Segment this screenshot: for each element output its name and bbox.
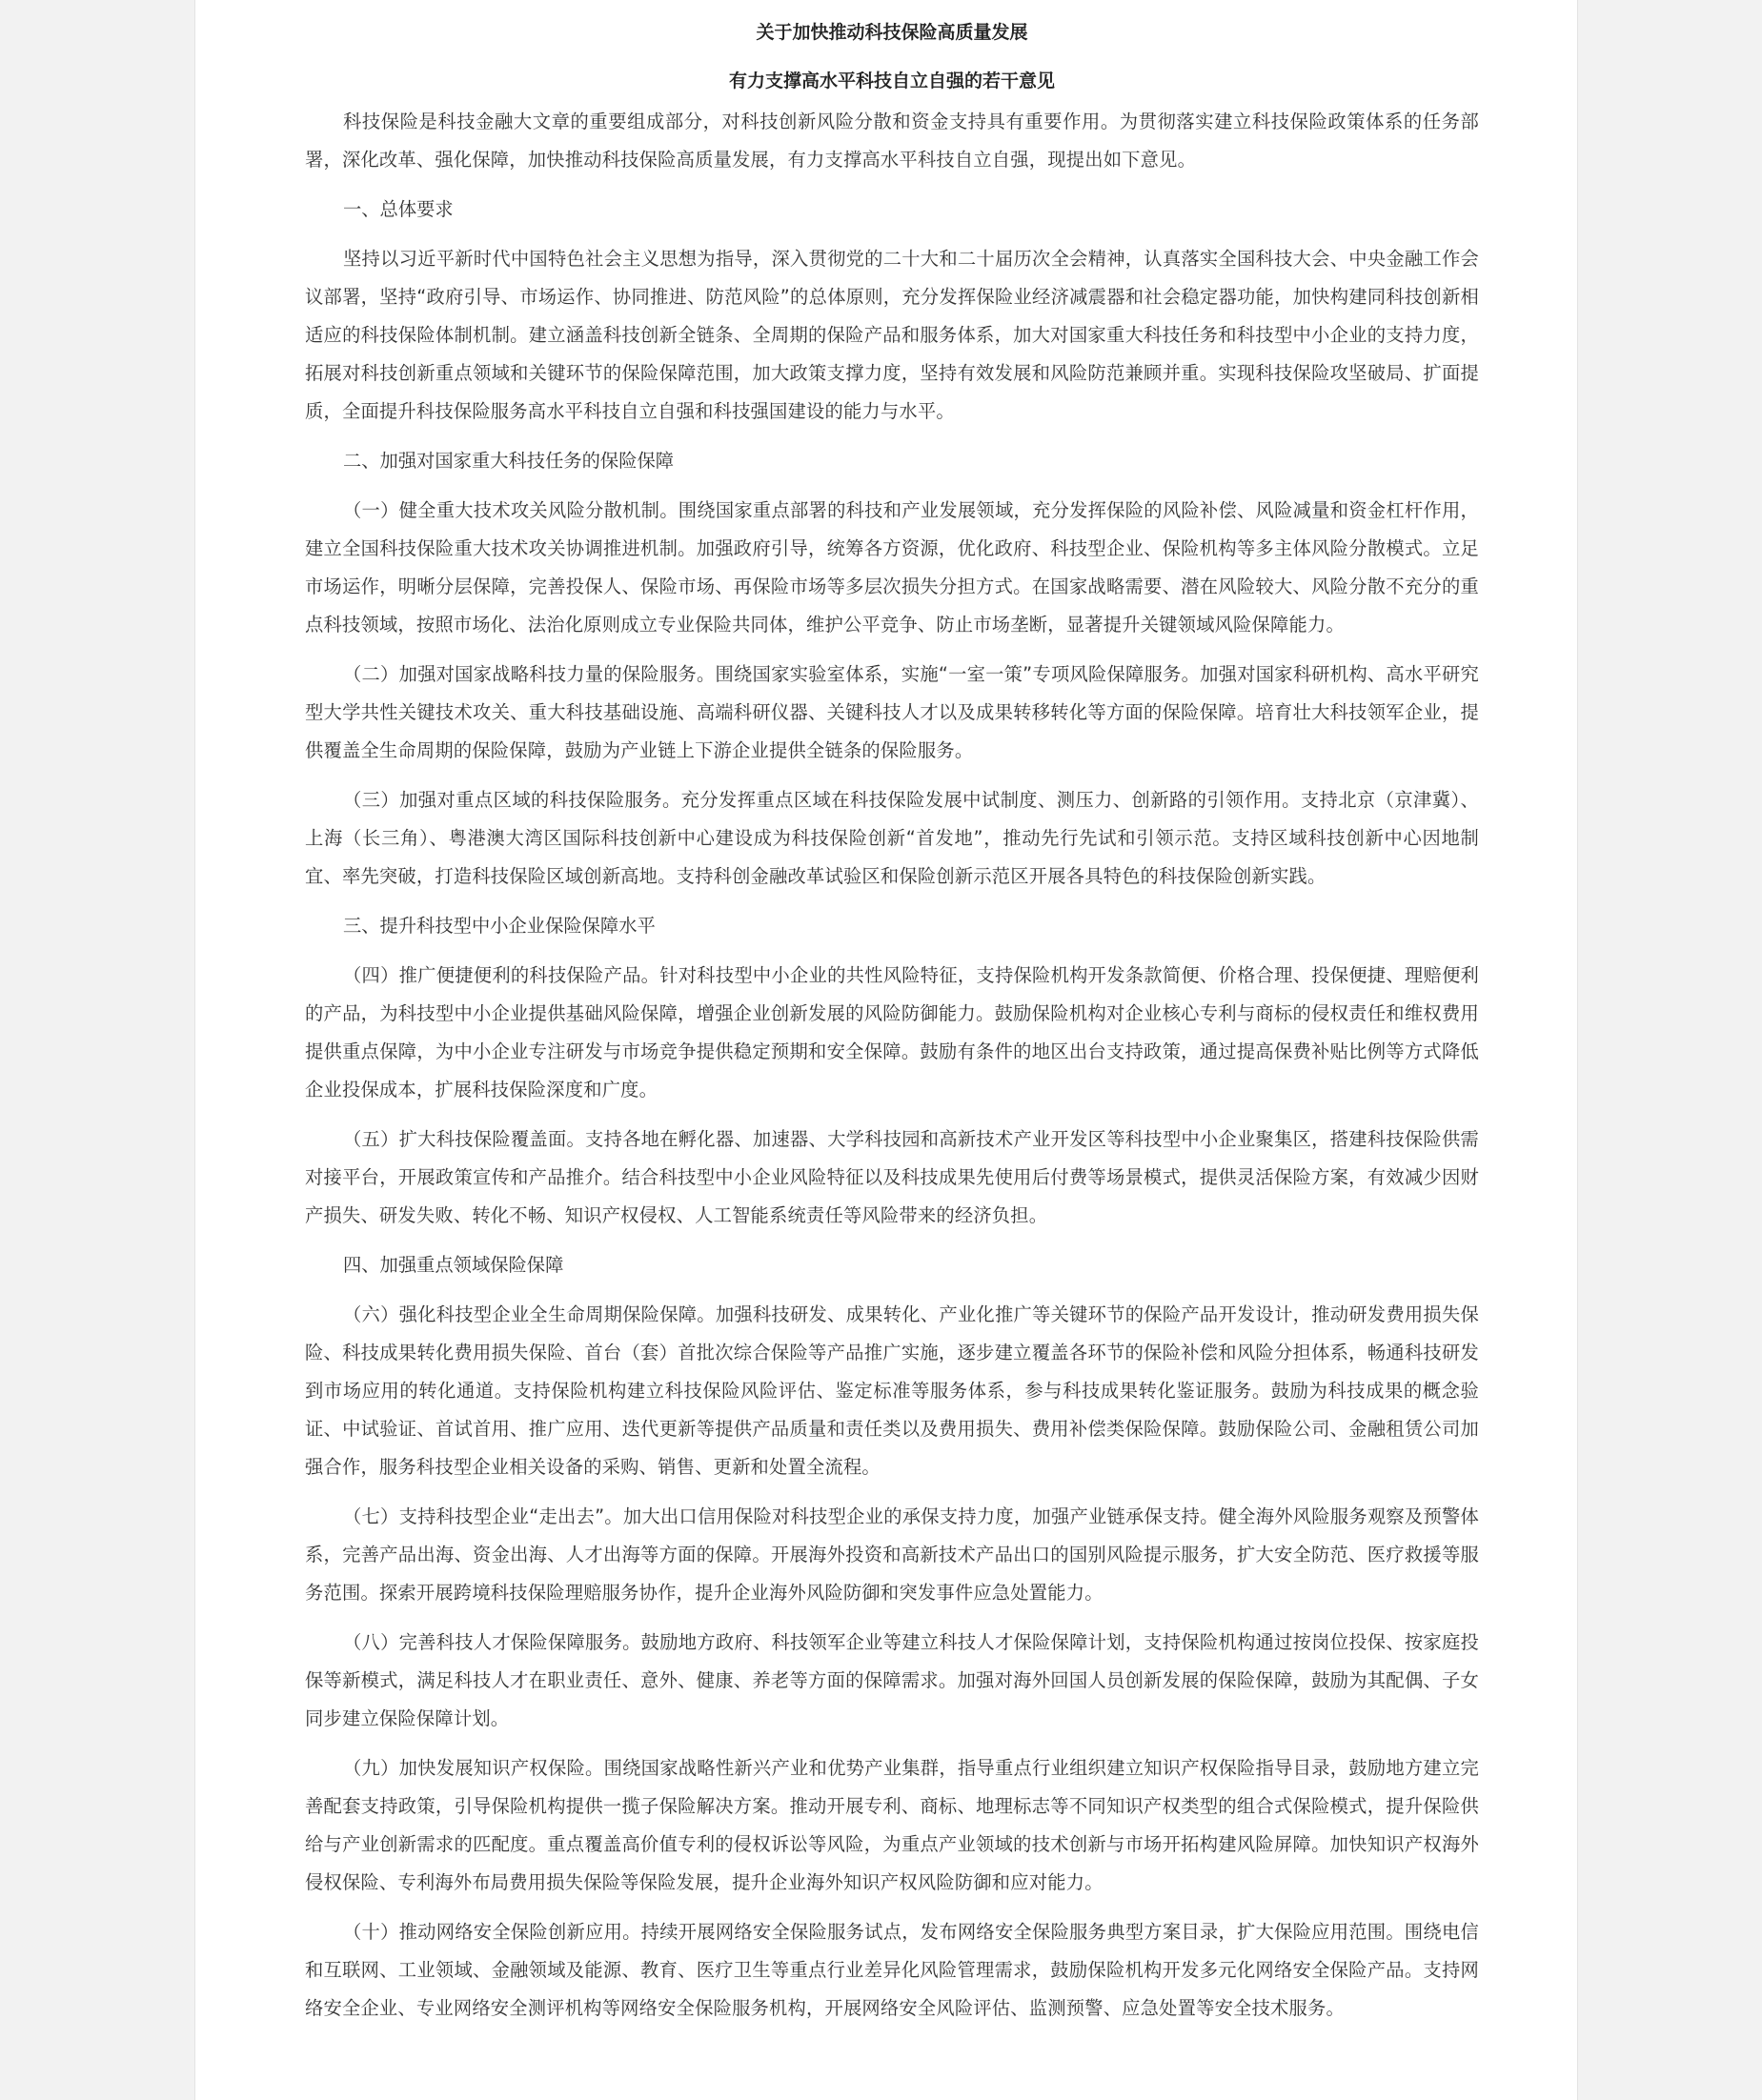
- item-4-paragraph: （四）推广便捷便利的科技保险产品。针对科技型中小企业的共性风险特征，支持保险机构开发条款简便、价格合理、投保便捷、理赔便利的产品，为科技型中小企业提供基础风险保障，增强企业创新发展的风险防御能力。鼓励保险机构对企业核心专利与商标的侵权责任和维权费用提供重点保障，为中小企业专注研发与市场竞争提供稳定预期和安全保障。鼓励有条件的地区出台支持政策，通过提高保费补贴比例等方式降低企业投保成本，扩展科技保险深度和广度。: [305, 964, 1479, 1100]
- document-content: [305, 0, 1479, 2039]
- item-1-paragraph: （一）健全重大技术攻关风险分散机制。围绕国家重点部署的科技和产业发展领域，充分发挥保险的风险补偿、风险减量和资金杠杆作用，建立全国科技保险重大技术攻关协调推进机制。加强政府引导，统筹各方资源，优化政府、科技型企业、保险机构等多主体风险分散模式。立足市场运作，明晰分层保障，完善投保人、保险市场、再保险市场等多层次损失分担方式。在国家战略需要、潜在风险较大、风险分散不充分的重点科技领域，按照市场化、法治化原则成立专业保险共同体，维护公平竞争、防止市场垄断，显著提升关键领域风险保障能力。: [305, 499, 1479, 636]
- section-heading-1: 一、总体要求: [343, 198, 454, 220]
- item-9-paragraph: （九）加快发展知识产权保险。围绕国家战略性新兴产业和优势产业集群，指导重点行业组织建立知识产权保险指导目录，鼓励地方建立完善配套支持政策，引导保险机构提供一揽子保险解决方案。推动开展专利、商标、地理标志等不同知识产权类型的组合式保险模式，提升保险供给与产业创新需求的匹配度。重点覆盖高价值专利的侵权诉讼等风险，为重点产业领域的技术创新与市场开拓构建风险屏障。加快知识产权海外侵权保险、专利海外布局费用损失保险等保险发展，提升企业海外知识产权风险防御和应对能力。: [305, 1757, 1479, 1893]
- document-title-line2: 有力支撑高水平科技自立自强的若干意见: [728, 71, 1055, 91]
- item-10-paragraph: （十）推动网络安全保险创新应用。持续开展网络安全保险服务试点，发布网络安全保险服务典型方案目录，扩大保险应用范围。围绕电信和互联网、工业领域、金融领域及能源、教育、医疗卫生等重点行业差异化风险管理需求，鼓励保险机构开发多元化网络安全保险产品。支持网络安全企业、专业网络安全测评机构等网络安全保险服务机构，开展网络安全风险评估、监测预警、应急处置等安全技术服务。: [305, 1921, 1479, 2019]
- item-3-paragraph: （三）加强对重点区域的科技保险服务。充分发挥重点区域在科技保险发展中试制度、测压力、创新路的引领作用。支持北京（京津冀）、上海（长三角）、粤港澳大湾区国际科技创新中心建设成为科技保险创新“首发地”，推动先行先试和引领示范。支持区域科技创新中心因地制宜、率先突破，打造科技保险区域创新高地。支持科创金融改革试验区和保险创新示范区开展各具特色的科技保险创新实践。: [305, 789, 1479, 887]
- intro-paragraph: 科技保险是科技金融大文章的重要组成部分，对科技创新风险分散和资金支持具有重要作用。为贯彻落实建立科技保险政策体系的任务部署，深化改革、强化保障，加快推动科技保险高质量发展，有力支撑高水平科技自立自强，现提出如下意见。: [305, 111, 1479, 171]
- section-heading-4: 四、加强重点领域保险保障: [343, 1254, 564, 1276]
- document-page: [195, 0, 1577, 2100]
- section-heading-3: 三、提升科技型中小企业保险保障水平: [343, 915, 656, 937]
- document-title-line1: 关于加快推动科技保险高质量发展: [756, 22, 1028, 43]
- section-1-paragraph: 坚持以习近平新时代中国特色社会主义思想为指导，深入贯彻党的二十大和二十届历次全会精神，认真落实全国科技大会、中央金融工作会议部署，坚持“政府引导、市场运作、协同推进、防范风险”的总体原则，充分发挥保险业经济减震器和社会稳定器功能，加快构建同科技创新相适应的科技保险体制机制。建立涵盖科技创新全链条、全周期的保险产品和服务体系，加大对国家重大科技任务和科技型中小企业的支持力度，拓展对科技创新重点领域和关键环节的保险保障范围，加大政策支撑力度，坚持有效发展和风险防范兼顾并重。实现科技保险攻坚破局、扩面提质，全面提升科技保险服务高水平科技自立自强和科技强国建设的能力与水平。: [305, 248, 1479, 422]
- item-8-paragraph: （八）完善科技人才保险保障服务。鼓励地方政府、科技领军企业等建立科技人才保险保障计划，支持保险机构通过按岗位投保、按家庭投保等新模式，满足科技人才在职业责任、意外、健康、养老等方面的保障需求。加强对海外回国人员创新发展的保险保障，鼓励为其配偶、子女同步建立保险保障计划。: [305, 1631, 1479, 1729]
- item-7-paragraph: （七）支持科技型企业“走出去”。加大出口信用保险对科技型企业的承保支持力度，加强产业链承保支持。健全海外风险服务观察及预警体系，完善产品出海、资金出海、人才出海等方面的保障。开展海外投资和高新技术产品出口的国别风险提示服务，扩大安全防范、医疗救援等服务范围。探索开展跨境科技保险理赔服务协作，提升企业海外风险防御和突发事件应急处置能力。: [305, 1505, 1479, 1604]
- item-6-paragraph: （六）强化科技型企业全生命周期保险保障。加强科技研发、成果转化、产业化推广等关键环节的保险产品开发设计，推动研发费用损失保险、科技成果转化费用损失保险、首台（套）首批次综合保险等产品推广实施，逐步建立覆盖各环节的保险补偿和风险分担体系，畅通科技研发到市场应用的转化通道。支持保险机构建立科技保险风险评估、鉴定标准等服务体系，参与科技成果转化鉴证服务。鼓励为科技成果的概念验证、中试验证、首试首用、推广应用、迭代更新等提供产品质量和责任类以及费用损失、费用补偿类保险保障。鼓励保险公司、金融租赁公司加强合作，服务科技型企业相关设备的采购、销售、更新和处置全流程。: [305, 1303, 1479, 1478]
- section-heading-2: 二、加强对国家重大科技任务的保险保障: [343, 450, 675, 472]
- item-5-paragraph: （五）扩大科技保险覆盖面。支持各地在孵化器、加速器、大学科技园和高新技术产业开发区等科技型中小企业聚集区，搭建科技保险供需对接平台，开展政策宣传和产品推介。结合科技型中小企业风险特征以及科技成果先使用后付费等场景模式，提供灵活保险方案，有效减少因财产损失、研发失败、转化不畅、知识产权侵权、人工智能系统责任等风险带来的经济负担。: [305, 1128, 1479, 1226]
- item-2-paragraph: （二）加强对国家战略科技力量的保险服务。围绕国家实验室体系，实施“一室一策”专项风险保障服务。加强对国家科研机构、高水平研究型大学共性关键技术攻关、重大科技基础设施、高端科研仪器、关键科技人才以及成果转移转化等方面的保险保障。培育壮大科技领军企业，提供覆盖全生命周期的保险保障，鼓励为产业链上下游企业提供全链条的保险服务。: [305, 663, 1479, 761]
